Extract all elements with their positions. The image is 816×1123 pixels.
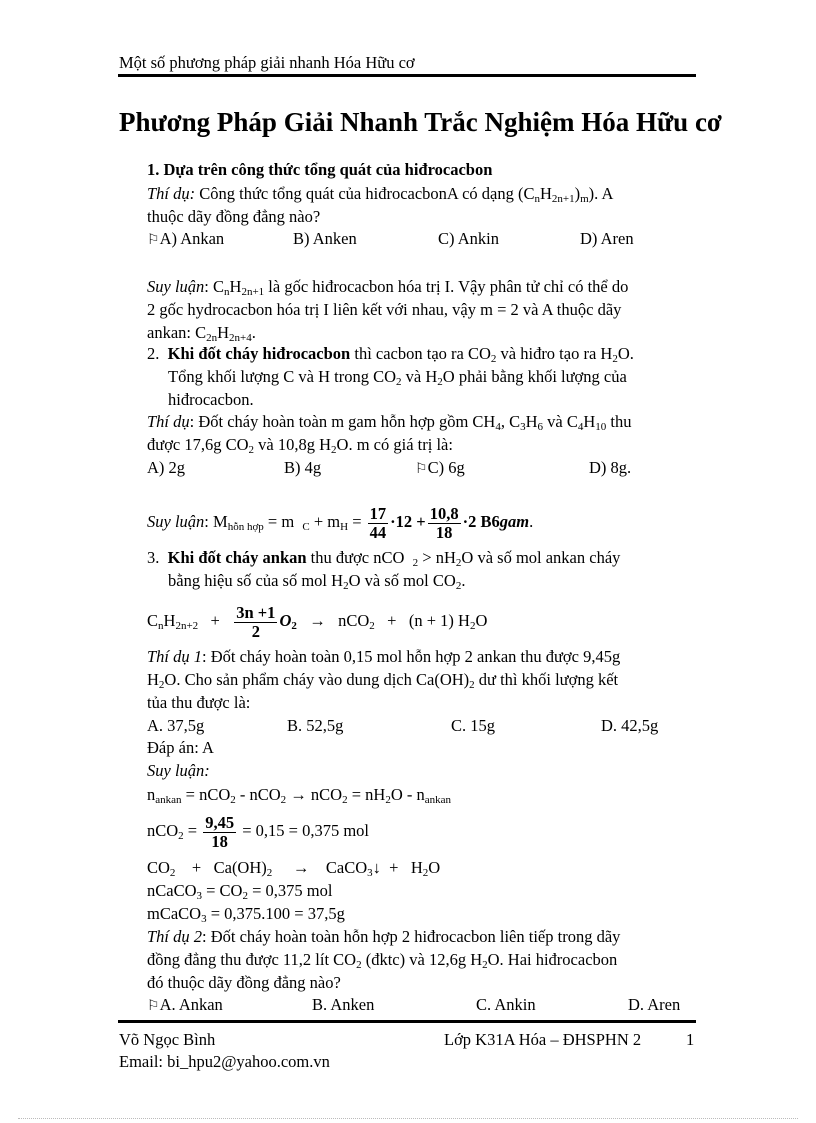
option-d: D. 42,5g [601, 716, 659, 735]
section-2-line3: hiđrocacbon. [168, 390, 254, 409]
ex2-options [147, 995, 697, 1016]
option-c: C) 6g [427, 458, 465, 477]
page-title: Phương Pháp Giải Nhanh Trắc Nghiệm Hóa Hữu cơ [119, 107, 722, 137]
s1-options [147, 229, 667, 250]
ex2-line1: Thí dụ 2: Đốt cháy hoàn toàn hỗn hợp 2 hiđrocacbon liên tiếp trong dãy [147, 927, 621, 946]
option-c: C) Ankin [438, 229, 499, 248]
fraction-17-44: $\frac{17}{44}$ [369, 503, 387, 542]
option-d: D) 8g. [589, 458, 632, 477]
page-bottom-edge [18, 1118, 798, 1119]
fraction-108-18: $\frac{10,8}{18}$ [429, 503, 459, 542]
section-1-heading: 1. Dựa trên công thức tổng quát của hiđrocacbon [147, 160, 493, 179]
option-c: C. 15g [451, 716, 496, 735]
ex1-reasoning-label: Suy luận: [147, 761, 210, 780]
calc-line4: mCaCO$_3$ = 0,375.100 = 37,5g [147, 904, 345, 925]
option-a: A) 2g [147, 458, 186, 477]
reaction-line: $CO_2$ + $Ca(OH)_2$ → CaCO$_3$↓ + $H_2O$ [147, 858, 441, 879]
running-header: Một số phương pháp giải nhanh Hóa Hữu cơ [119, 53, 415, 72]
s1-reasoning-line2: 2 gốc hydrocacbon hóa trị I liên kết với nhau, vậy m = 2 và A thuộc dãy [147, 300, 622, 319]
ex1-line2: $H_2O$. Cho sản phẩm cháy vào dung dịch $Ca(OH)_2$ dư thì khối lượng kết [147, 670, 619, 691]
precipitate-arrow-icon: ↓ [372, 858, 381, 877]
flag-marker-icon: ⚐ [415, 461, 428, 477]
option-a: A) Ankan [159, 229, 225, 248]
s2-example-line1: Thí dụ: Đốt cháy hoàn toàn m gam hỗn hợp gồm $CH_4$, $C_3H_6$ và $C_4H_{10}$ thu [147, 412, 632, 433]
option-c: C. Ankin [476, 995, 536, 1014]
section-2-line1: 2. Khi đốt cháy hiđrocacbon thì cacbon tạo ra $CO_2$ và hiđro tạo ra $H_2O$. [147, 344, 634, 365]
flag-marker-icon: ⚐ [147, 232, 160, 248]
header-rule [118, 74, 696, 77]
ex1-options [147, 716, 687, 736]
option-b: B. Anken [312, 995, 375, 1014]
footer-email: Email: bi_hpu2@yahoo.com.vn [119, 1052, 330, 1071]
s1-reasoning-line3: ankan: $C_{2n}H_{2n+4}$. [147, 323, 256, 344]
combustion-equation: $C_nH_{2n+2}$ + $\frac{3n +1}{2}$ $O_2$ → nCO$_2$ + (n + 1) $H_2O$ [147, 602, 488, 641]
s1-example-line1: Thí dụ: Công thức tổng quát của hiđrocacbonA có dạng $(C_nH_{2n+1})_m$). A [147, 184, 614, 205]
footer-author: Võ Ngọc Bình [119, 1030, 216, 1049]
answer-line: Đáp án: A [147, 738, 214, 757]
fraction-3n1-2: $\frac{3n +1}{2}$ [236, 602, 276, 641]
option-b: B. 52,5g [287, 716, 344, 735]
ex2-line3: đó thuộc dãy đồng đẳng nào? [147, 973, 341, 992]
section-3-line1: 3. Khi đốt cháy ankan thu được nCO $_2 > nH_2O$ và số mol ankan cháy [147, 548, 621, 569]
option-d: D. Aren [628, 995, 681, 1014]
s1-example-line2: thuộc dãy đồng đẳng nào? [147, 207, 321, 226]
option-a: A. Ankan [159, 995, 223, 1014]
s1-reasoning-line1: Suy luận: $C_nH_{2n+1}$ là gốc hiđrocacbon hóa trị I. Vậy phân tử chỉ có thể do [147, 277, 629, 298]
calc-line3: nCaCO$_3$ = $CO_2 = 0,375$ mol [147, 881, 333, 902]
s2-reasoning-formula: Suy luận: $M_{hỗn hợp} = m$ $_C + m_H$ = $\frac{17}{44}$ ·12 + $\frac{10,8}{18}$ ·2 B6gam. [147, 503, 534, 542]
ex2-line2: đồng đẳng thu được 11,2 lít $CO_2$ (đktc) và 12,6g $H_2O$. Hai hiđrocacbon [147, 950, 618, 971]
footer-page-number: 1 [686, 1030, 695, 1049]
fraction-945-18: $\frac{9,45}{18}$ [205, 812, 235, 851]
s2-example-line2: được 17,6g $CO_2$ và 10,8g $H_2O$. m có giá trị là: [147, 435, 453, 456]
flag-marker-icon: ⚐ [147, 998, 160, 1014]
s2-options [147, 458, 667, 478]
footer-class-info: Lớp K31A Hóa – ĐHSPHN 2 [444, 1030, 642, 1049]
section-3-line2: bằng hiệu số của số mol $H_2O$ và số mol $CO_2$. [168, 571, 466, 592]
ex1-line1: Thí dụ 1: Đốt cháy hoàn toàn 0,15 mol hỗn hợp 2 ankan thu được 9,45g [147, 647, 621, 666]
calc-line2: nCO$_2$ = $\frac{9,45}{18}$ = 0,15 = 0,375 mol [147, 812, 370, 851]
option-d: D) Aren [580, 229, 634, 248]
option-b: B) 4g [284, 458, 322, 477]
ex1-line3: tủa thu được là: [147, 693, 251, 712]
section-2-line2: Tổng khối lượng C và H trong $CO_2$ và $H_2O$ phải bằng khối lượng của [168, 367, 627, 388]
calc-line1: $n_{ankan} = nCO_2 - nCO_2 \to nCO_2 = nH_2O - n_{ankan}$ [147, 785, 452, 806]
option-b: B) Anken [293, 229, 357, 248]
option-a: A. 37,5g [147, 716, 205, 735]
footer-rule [118, 1020, 696, 1023]
